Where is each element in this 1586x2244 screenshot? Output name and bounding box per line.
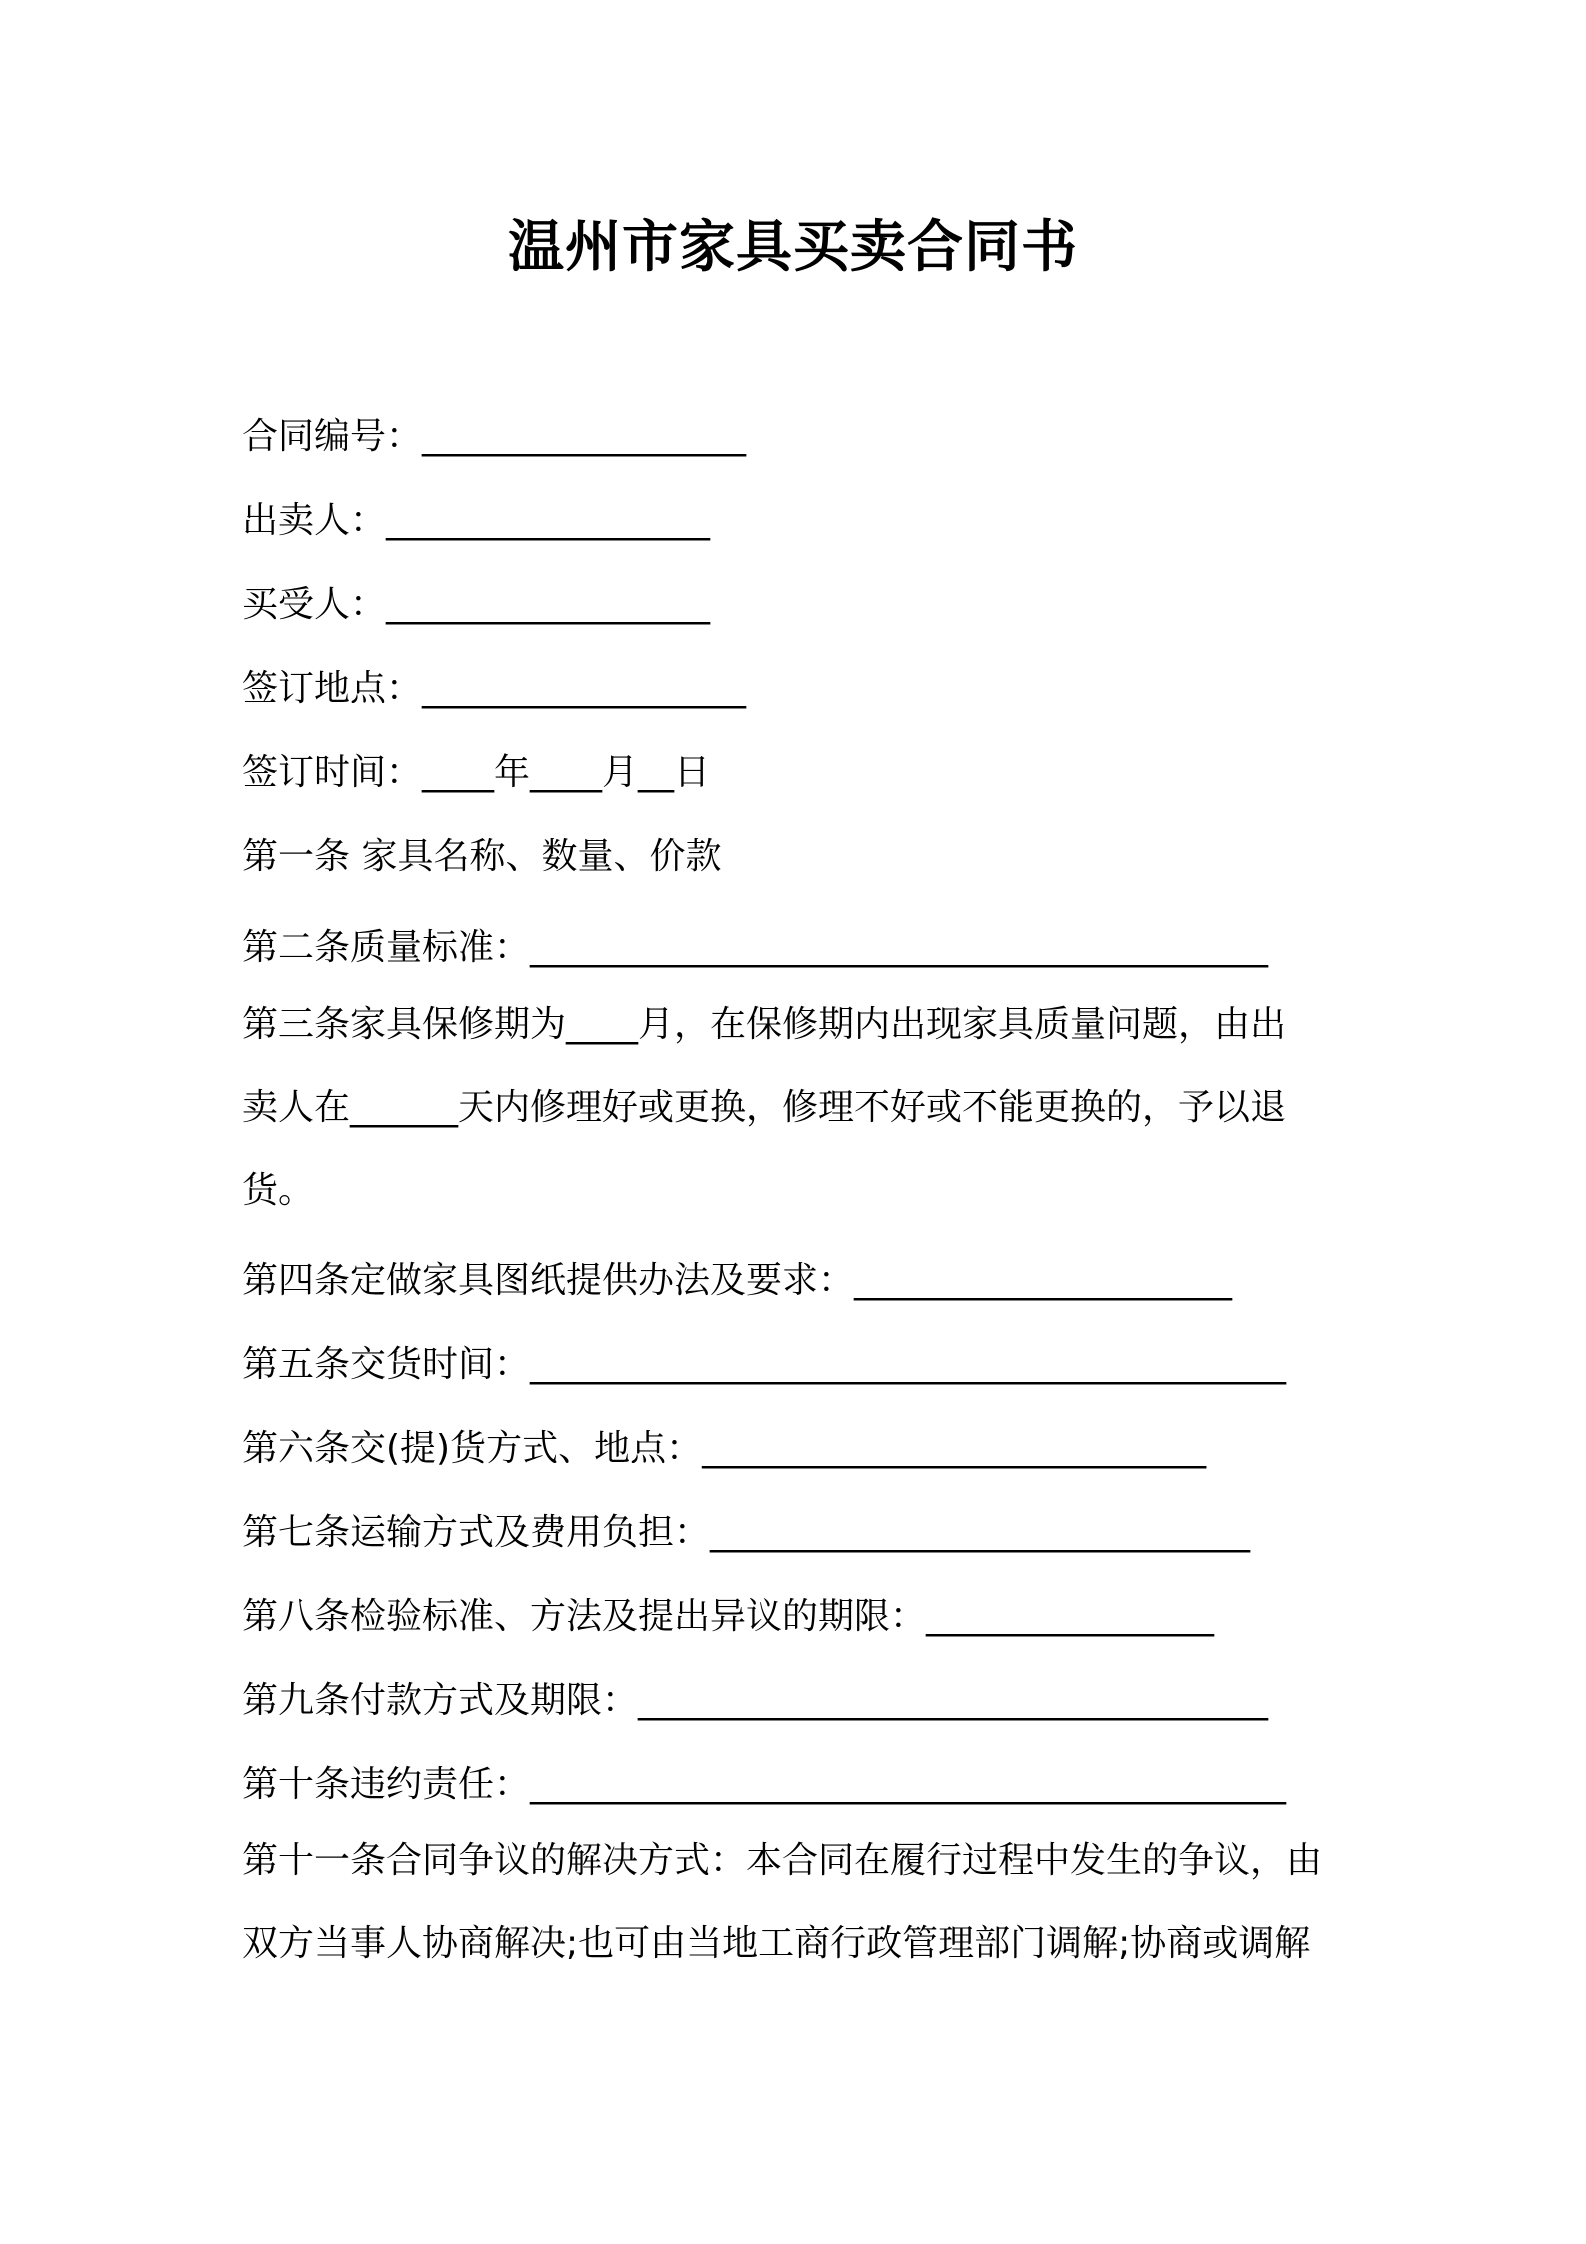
article-8-line: 第八条检验标准、方法及提出异议的期限：________________ (242, 1596, 1215, 1637)
contract-number-line: 合同编号：__________________ (242, 416, 747, 457)
document-title: 温州市家具买卖合同书 (508, 215, 1078, 280)
article-3-line-1: 第三条家具保修期为____月，在保修期内出现家具质量问题，由出 (242, 1004, 1287, 1045)
article-10-line: 第十条违约责任：__________________________________________ (242, 1764, 1287, 1805)
article-4-line: 第四条定做家具图纸提供办法及要求：_____________________ (242, 1260, 1233, 1301)
article-7-line: 第七条运输方式及费用负担：______________________________ (242, 1512, 1251, 1553)
signing-date-line: 签订时间：____年____月__日 (242, 752, 711, 793)
signing-place-line: 签订地点：__________________ (242, 668, 747, 709)
article-1-line: 第一条 家具名称、数量、价款 (242, 836, 722, 877)
article-2-line: 第二条质量标准：_________________________________________ (242, 927, 1269, 968)
article-5-line: 第五条交货时间：__________________________________________ (242, 1344, 1287, 1385)
article-3-line-3: 货。 (242, 1170, 315, 1211)
buyer-line: 买受人：__________________ (242, 584, 711, 625)
article-11-line-1: 第十一条合同争议的解决方式：本合同在履行过程中发生的争议，由 (242, 1840, 1323, 1881)
article-11-line-2: 双方当事人协商解决;也可由当地工商行政管理部门调解;协商或调解 (242, 1923, 1311, 1964)
seller-line: 出卖人：__________________ (242, 500, 711, 541)
article-6-line: 第六条交(提)货方式、地点：____________________________ (242, 1428, 1207, 1469)
article-9-line: 第九条付款方式及期限：___________________________________ (242, 1680, 1269, 1721)
article-3-line-2: 卖人在______天内修理好或更换，修理不好或不能更换的，予以退 (242, 1087, 1287, 1128)
